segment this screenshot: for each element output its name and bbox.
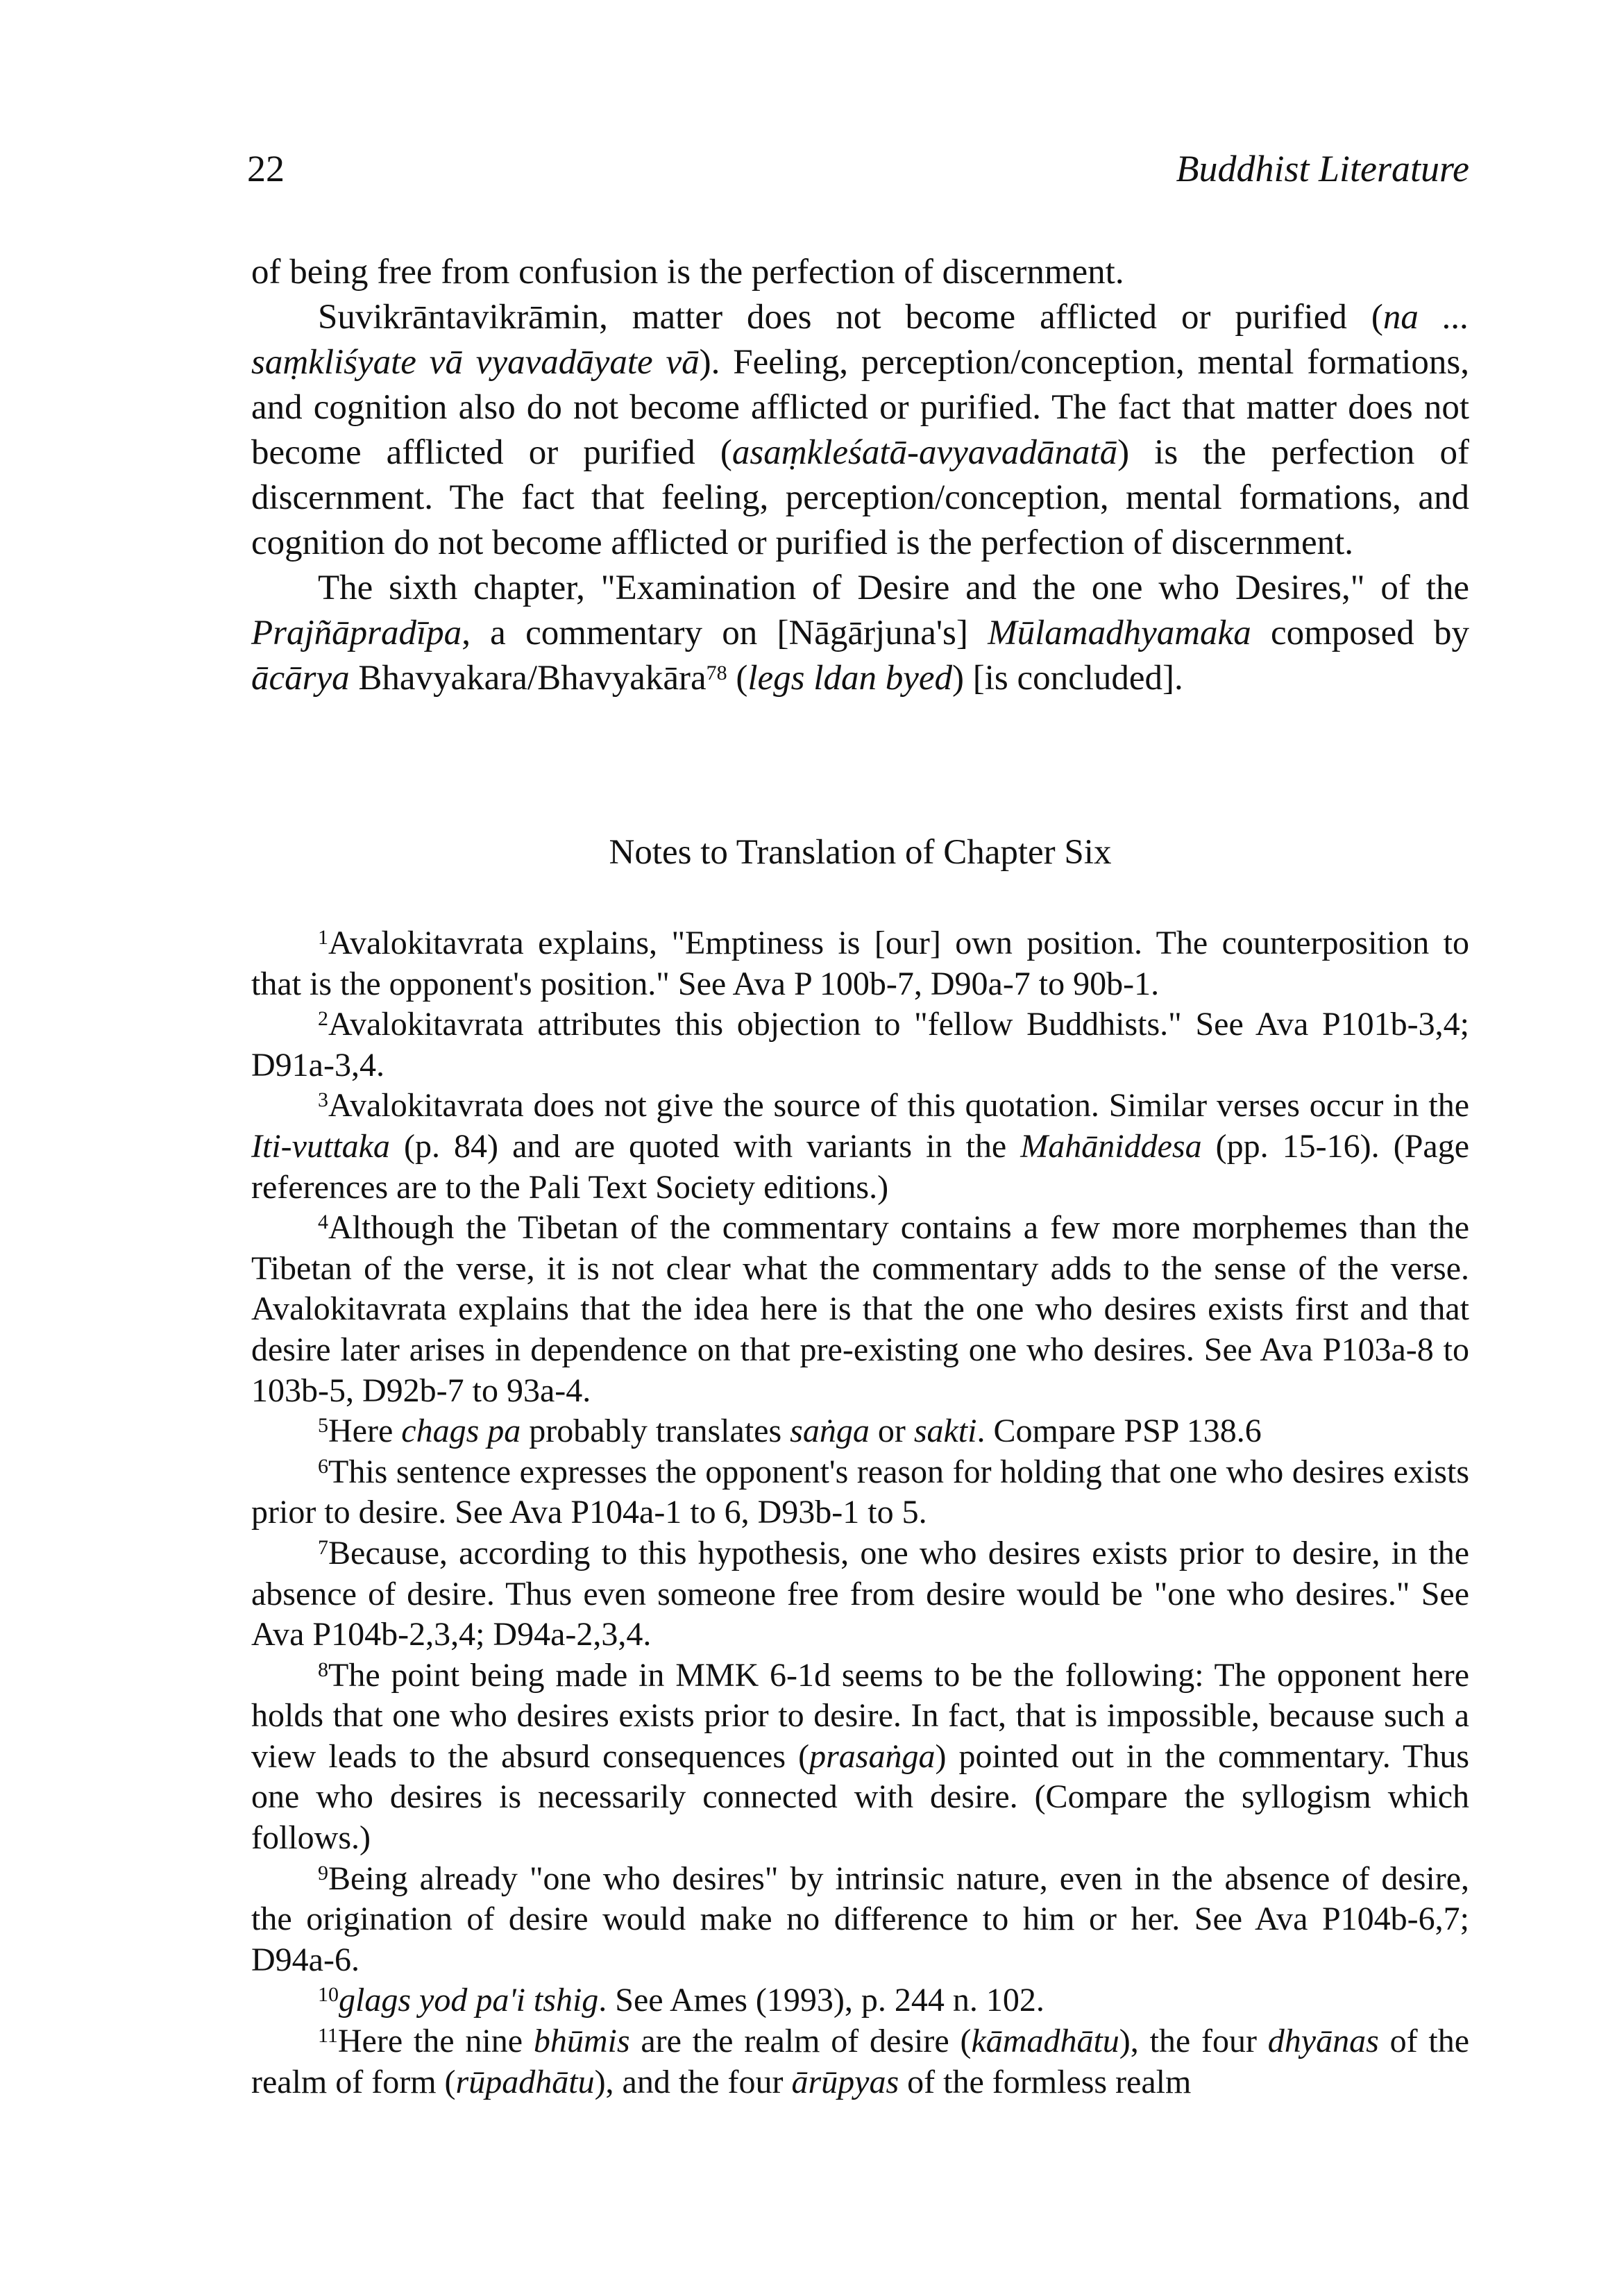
body-text: [251, 250, 1469, 701]
note-4: $^4$Although the Tibetan of the commentary contains a few more morphemes than the Tibetan of the verse, it is not clear what the commentary adds to the sense of the verse. Avalokitavrata explains that the idea here is that the one who desires exists first and that desire later arises in dependence on that pre-existing one who desires. See Ava P103a-8 to 103b-5, D92b-7 to 93a-4.: [251, 1209, 1469, 1409]
paragraph-3: The sixth chapter, "Examination of Desire and the one who Desires," of the Prajñāpradīpa, a commentary on [Nāgārjuna's] Mūlamadhyamaka composed by ācārya Bhavyakara/Bhavyakāra$^{78}$ (legs ldan byed) [is concluded].: [251, 568, 1469, 698]
note-5: $^5$Here chags pa probably translates saṅga or sakti. Compare PSP 138.6: [318, 1413, 1262, 1450]
note-10: $^{10}$glags yod pa'i tshig. See Ames (1993), p. 244 n. 102.: [318, 1982, 1044, 2019]
running-title: Buddhist Literature: [1176, 148, 1469, 189]
note-7: $^7$Because, according to this hypothesis, one who desires exists prior to desire, in the absence of desire. Thus even someone free from desire would be "one who desires." See Ava P104b-2,3,4; D94a-2,3,4.: [251, 1534, 1469, 1653]
note-2: $^2$Avalokitavrata attributes this objection to "fellow Buddhists." See Ava P101b-3,4; D91a-3,4.: [251, 1006, 1469, 1084]
notes-list: [251, 923, 1469, 2103]
page-number: 22: [247, 148, 285, 189]
paragraph-1: of being free from confusion is the perfection of discernment.: [251, 253, 1124, 292]
paragraph-2: Suvikrāntavikrāmin, matter does not become afflicted or purified (na ... saṃkliśyate vā vyavadāyate vā). Feeling, perception/conception, mental formations, and cognition also do not become afflicted or purified. The fact that matter does not become afflicted or purified (asaṃkleśatā-avyavadānatā) is the perfection of discernment. The fact that feeling, perception/conception, mental formations, and cognition do not become afflicted or purified is the perfection of discernment.: [251, 298, 1470, 562]
note-3: $^3$Avalokitavrata does not give the source of this quotation. Similar verses occur in the Iti-vuttaka (p. 84) and are quoted with variants in the Mahāniddesa (pp. 15-16). (Page references are to the Pali Text Society editions.): [251, 1087, 1469, 1206]
note-11: $^{11}$Here the nine bhūmis are the realm of desire (kāmadhātu), the four dhyānas of the realm of form (rūpadhātu), and the four ārūpyas of the formless realm: [251, 2023, 1470, 2100]
note-1: $^1$Avalokitavrata explains, "Emptiness is [our] own position. The counterposition to that is the opponent's position." See Ava P 100b-7, D90a-7 to 90b-1.: [251, 925, 1469, 1002]
note-6: $^6$This sentence expresses the opponent's reason for holding that one who desires exists prior to desire. See Ava P104a-1 to 6, D93b-1 to 5.: [251, 1453, 1469, 1531]
notes-heading: Notes to Translation of Chapter Six: [609, 833, 1112, 872]
note-8: $^8$The point being made in MMK 6-1d seems to be the following: The opponent here holds that one who desires exists prior to desire. In fact, that is impossible, because such a view leads to the absurd consequences (prasaṅga) pointed out in the commentary. Thus one who desires is necessarily connected with desire. (Compare the syllogism which follows.): [251, 1656, 1469, 1857]
note-9: $^9$Being already "one who desires" by intrinsic nature, even in the absence of desire, the origination of desire would make no difference to him or her. See Ava P104b-6,7; D94a-6.: [251, 1860, 1469, 1978]
footnote-ref-78: 78: [706, 662, 727, 684]
page-header: [247, 147, 1469, 196]
